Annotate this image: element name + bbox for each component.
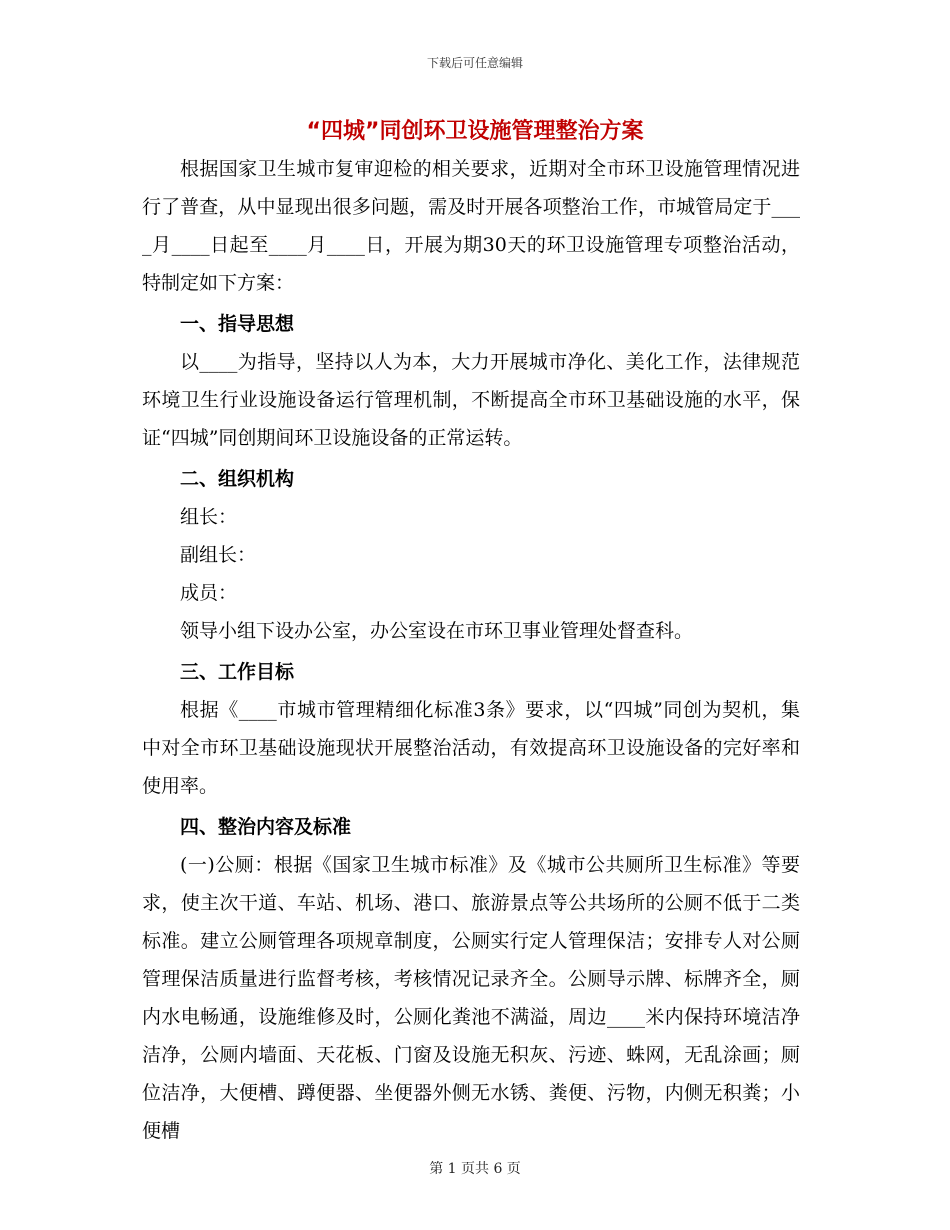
- section-heading: 四、整治内容及标准: [180, 816, 352, 838]
- section-guiding-ideology: [142, 305, 800, 457]
- deputy-leader-line: 副组长：: [180, 544, 257, 566]
- section-rectification-content: [142, 808, 800, 1150]
- document-title: “四城”同创环卫设施管理整治方案: [306, 119, 644, 144]
- document-body: [142, 150, 800, 1150]
- group-leader-line: 组长：: [180, 506, 238, 528]
- body-paragraph: 领导小组下设办公室，办公室设在市环卫事业管理处督查科。: [180, 620, 694, 642]
- body-paragraph: 根据《____市城市管理精细化标准3条》要求，以“四城”同创为契机，集中对全市环卫基础设施现状开展整治活动，有效提高环卫设施设备的完好率和使用率。: [142, 699, 800, 797]
- intro-paragraph: 根据国家卫生城市复审迎检的相关要求，近期对全市环卫设施管理情况进行了普查，从中显现出很多问题，需及时开展各项整治工作，市城管局定于____月____日起至____月____日，开展为期30天的环卫设施管理专项整治活动，特制定如下方案：: [142, 158, 800, 294]
- page-number: 第 1 页共 6 页: [429, 1161, 521, 1177]
- body-paragraph: 以____为指导，坚持以人为本，大力开展城市净化、美化工作，法律规范环境卫生行业设施设备运行管理机制，不断提高全市环卫基础设施的水平，保证“四城”同创期间环卫设施设备的正常运转。: [142, 351, 800, 449]
- section-heading: 二、组织机构: [180, 468, 295, 490]
- section-organization: [142, 460, 800, 650]
- section-heading: 三、工作目标: [180, 661, 295, 683]
- section-heading: 一、指导思想: [180, 313, 295, 335]
- members-line: 成员：: [180, 582, 238, 604]
- body-paragraph: (一)公厕：根据《国家卫生城市标准》及《城市公共厕所卫生标准》等要求，使主次干道、车站、机场、港口、旅游景点等公共场所的公厕不低于二类标准。建立公厕管理各项规章制度，公厕实行定人管理保洁；安排专人对公厕管理保洁质量进行监督考核，考核情况记录齐全。公厕导示牌、标牌齐全，厕内水电畅通，设施维修及时，公厕化粪池不满溢，周边____米内保持环境洁净洁净，公厕内墙面、天花板、门窗及设施无积灰、污迹、蛛网，无乱涂画；厕位洁净，大便槽、蹲便器、坐便器外侧无水锈、粪便、污物，内侧无积粪；小便槽: [142, 854, 800, 1142]
- page-header-note: 下载后可任意编辑: [426, 56, 523, 70]
- section-work-goals: [142, 653, 800, 805]
